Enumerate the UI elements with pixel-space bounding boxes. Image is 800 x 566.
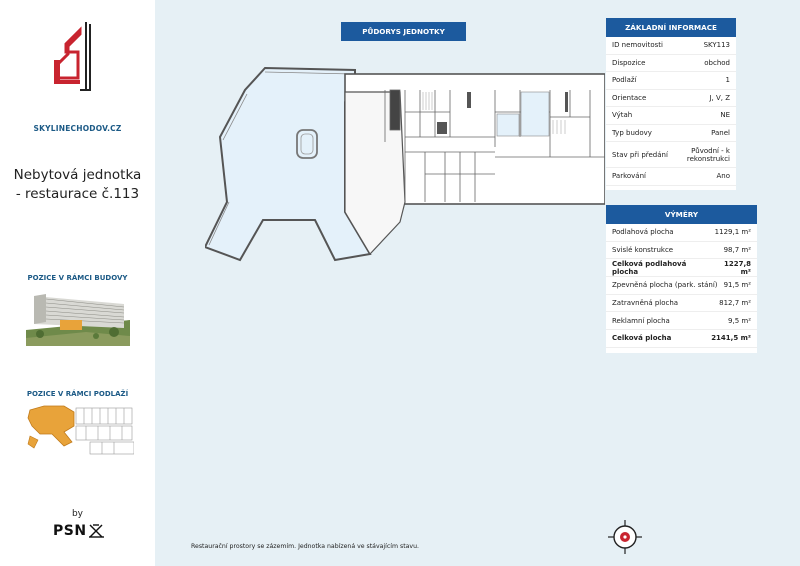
info-value: SKY113 [703, 41, 730, 50]
floor-plan-drawing [205, 62, 605, 262]
area-value: 98,7 m² [723, 246, 751, 255]
floor-plan-title: PŮDORYS JEDNOTKY [341, 22, 466, 41]
area-value: 9,5 m² [728, 316, 751, 325]
area-label: Zpevněná plocha (park. stání) [612, 281, 718, 290]
area-row-vertical-structures [606, 242, 757, 260]
area-row-paved-area [606, 277, 757, 295]
by-label: by [71, 509, 84, 519]
info-row-orientation [606, 90, 736, 108]
info-row-floor [606, 72, 736, 90]
info-row-building-type [606, 125, 736, 143]
unit-name: Nebytová jednotka - restaurace č.113 [13, 167, 142, 202]
info-value: Panel [711, 128, 730, 137]
building-position-image [26, 290, 130, 346]
info-row-parking [606, 168, 736, 186]
area-label: Zatravněná plocha [612, 299, 679, 308]
area-value: 91,5 m² [723, 281, 751, 290]
info-label: Parkování [612, 172, 646, 181]
developer-logo-text: PSN [53, 523, 87, 539]
basic-info-panel [606, 18, 736, 190]
info-value: J, V, Z [709, 93, 730, 102]
info-value: Původní - k rekonstrukci [686, 146, 730, 163]
area-value: 1227,8 m² [723, 259, 751, 276]
info-label: Výtah [612, 111, 633, 120]
info-label: ID nemovitosti [612, 41, 663, 50]
website-link[interactable]: SKYLINECHODOV.CZ [33, 124, 122, 133]
area-label: Celková podlahová plocha [612, 259, 687, 276]
skyline-logo-icon [50, 20, 100, 92]
area-label: Celková plocha [612, 334, 672, 343]
area-label: Reklamní plocha [612, 316, 670, 325]
basic-info-title: ZÁKLADNÍ INFORMACE [606, 18, 736, 37]
area-row-total-floor-area [606, 259, 757, 277]
info-value: 1 [725, 76, 730, 85]
area-row-advertising-area [606, 312, 757, 330]
psn-logo-icon [52, 519, 106, 541]
info-value: obchod [704, 58, 730, 67]
info-value: NE [720, 111, 730, 120]
area-label: Svislé konstrukce [612, 246, 674, 255]
floor-position-heading: POZICE V RÁMCI PODLAŽÍ [26, 390, 129, 398]
info-label: Stav při předání [612, 150, 668, 159]
areas-panel [606, 205, 757, 353]
area-row-total-area [606, 330, 757, 348]
area-row-floor-area [606, 224, 757, 242]
area-label: Podlahová plocha [612, 228, 674, 237]
building-position-heading: POZICE V RÁMCI BUDOVY [27, 274, 128, 282]
info-row-handover-state [606, 142, 736, 168]
area-value: 1129,1 m² [714, 228, 751, 237]
info-label: Orientace [612, 93, 647, 102]
info-value: Ano [716, 172, 730, 181]
area-value: 812,7 m² [719, 299, 751, 308]
info-row-elevator [606, 107, 736, 125]
area-value: 2141,5 m² [711, 334, 751, 343]
compass-icon [608, 520, 642, 554]
area-row-grass-area [606, 295, 757, 313]
info-label: Dispozice [612, 58, 646, 67]
info-label: Podlaží [612, 76, 637, 85]
footer-note: Restaurační prostory se zázemím. Jednotka nabízená ve stávajícím stavu. [191, 543, 419, 550]
info-label: Typ budovy [612, 128, 652, 137]
info-row-disposition [606, 55, 736, 73]
areas-title: VÝMĚRY [606, 205, 757, 224]
floor-position-image [24, 404, 134, 456]
sidebar [0, 0, 155, 566]
info-row-id [606, 37, 736, 55]
